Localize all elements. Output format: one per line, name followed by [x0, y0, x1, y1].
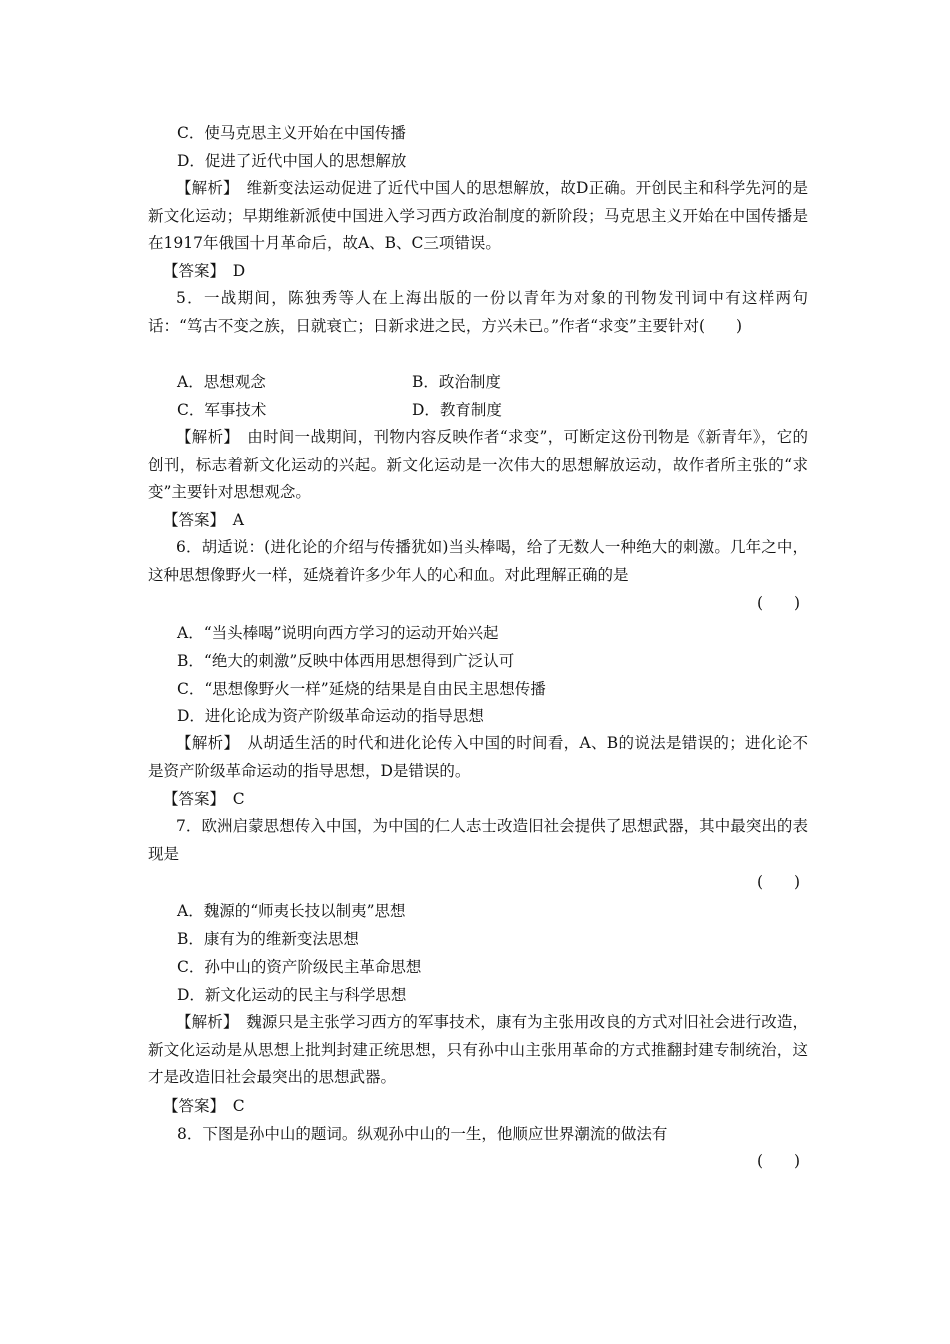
- q4-option-c: C．使马克思主义开始在中国传播: [177, 124, 406, 142]
- analysis-text: 维新变法运动促进了近代中国人的思想解放，故D正确。开创民主和科学先河的是新文化运动；早期维新派使中国进入学习西方政治制度的新阶段；马克思主义开始在中国传播是在1917年俄国十月革命后，故A、B、C三项错误。: [148, 179, 808, 253]
- q5-stem: 5．一战期间，陈独秀等人在上海出版的一份以青年为对象的刊物发刊词中有这样两句话：“笃古不变之族，日就衰亡；日新求进之民，方兴未已。”作者“求变”主要针对( ): [148, 289, 808, 335]
- analysis-label: 【解析】: [176, 1013, 231, 1031]
- q6-option-a: A．“当头棒喝”说明向西方学习的运动开始兴起: [177, 624, 499, 642]
- q5-analysis: [148, 424, 808, 507]
- q5-option-c: C．军事技术: [177, 401, 267, 419]
- q4-option-d: D．促进了近代中国人的思想解放: [177, 152, 407, 170]
- q5-answer: [163, 510, 244, 530]
- q7-analysis: [148, 1009, 808, 1092]
- q6-option-d: D．进化论成为资产阶级革命运动的指导思想: [177, 707, 484, 725]
- answer-value: C: [232, 1097, 245, 1115]
- q6-option-c: C．“思想像野火一样”延烧的结果是自由民主思想传播: [177, 680, 546, 698]
- analysis-label: 【解析】: [176, 428, 232, 446]
- analysis-text: 由时间一战期间，刊物内容反映作者“求变”，可断定这份刊物是《新青年》，它的创刊，标志着新文化运动的兴起。新文化运动是一次伟大的思想解放运动，故作者所主张的“求变”主要针对思想观念。: [148, 428, 808, 502]
- q5-option-d: D．教育制度: [412, 401, 502, 419]
- q4-answer: [163, 261, 245, 281]
- q7-stem: 7．欧洲启蒙思想传入中国，为中国的仁人志士改造旧社会提供了思想武器，其中最突出的表现是: [148, 817, 808, 863]
- q4-analysis: [148, 175, 808, 258]
- answer-value: A: [232, 511, 244, 529]
- analysis-text: 魏源只是主张学习西方的军事技术，康有为主张用改良的方式对旧社会进行改造，新文化运动是从思想上批判封建正统思想，只有孙中山主张用革命的方式推翻封建专制统治，这才是改造旧社会最突出的思想武器。: [148, 1013, 808, 1087]
- answer-label: 【答案】: [163, 1097, 218, 1115]
- analysis-label: 【解析】: [176, 179, 231, 197]
- q7-option-b: B．康有为的维新变法思想: [177, 930, 359, 948]
- analysis-label: 【解析】: [176, 734, 232, 752]
- answer-value: D: [232, 262, 246, 280]
- q6-analysis: [148, 730, 808, 785]
- answer-label: 【答案】: [163, 262, 218, 280]
- answer-value: C: [232, 790, 245, 808]
- q7-answer-blank: ( ): [757, 873, 801, 891]
- analysis-text: 从胡适生活的时代和进化论传入中国的时间看，A、B的说法是错误的；进化论不是资产阶级革命运动的指导思想，D是错误的。: [148, 734, 808, 780]
- q6-answer-blank: ( ): [757, 594, 801, 612]
- q7-option-c: C．孙中山的资产阶级民主革命思想: [177, 958, 422, 976]
- answer-label: 【答案】: [163, 511, 218, 529]
- q6-answer: [163, 789, 245, 809]
- q6-option-b: B．“绝大的刺激”反映中体西用思想得到广泛认可: [177, 652, 515, 670]
- q7-option-d: D．新文化运动的民主与科学思想: [177, 986, 407, 1004]
- q7-answer: [163, 1096, 245, 1116]
- q6-stem: 6．胡适说：(进化论的介绍与传播犹如)当头棒喝，给了无数人一种绝大的刺激。几年之中，这种思想像野火一样，延烧着许多少年人的心和血。对此理解正确的是: [148, 538, 808, 584]
- q5-option-a: A．思想观念: [177, 373, 266, 391]
- q7-option-a: A．魏源的“师夷长技以制夷”思想: [177, 902, 406, 920]
- q8-stem: 8．下图是孙中山的题词。纵观孙中山的一生，他顺应世界潮流的做法有: [177, 1125, 668, 1143]
- q5-option-b: B．政治制度: [412, 373, 501, 391]
- q8-answer-blank: ( ): [757, 1152, 801, 1170]
- answer-label: 【答案】: [163, 790, 218, 808]
